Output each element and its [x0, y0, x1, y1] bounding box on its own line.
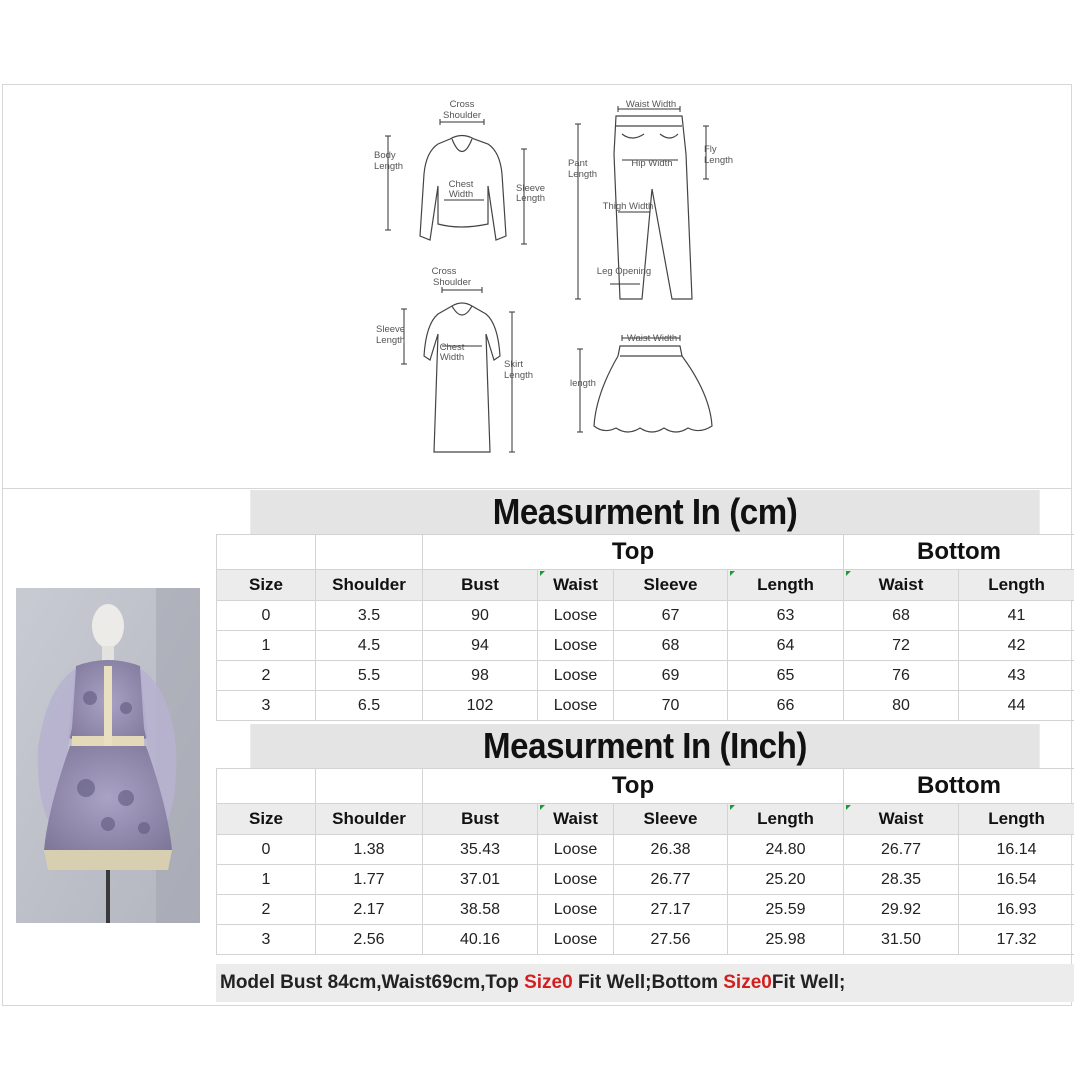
cell: 29.92 [844, 895, 959, 925]
cell: 70 [614, 691, 728, 721]
table-row [217, 925, 1074, 955]
cell: 25.98 [728, 925, 844, 955]
cell: 1.77 [316, 865, 423, 895]
table-row [217, 691, 1074, 721]
skirt-outline [594, 346, 712, 432]
pant-thigh-width-label: Thigh Width [602, 201, 654, 212]
cell: 1 [217, 631, 316, 661]
cell: 17.32 [959, 925, 1074, 955]
cell: 27.56 [614, 925, 728, 955]
fit-note-size-bottom: Size0 [723, 972, 772, 993]
top-chest-width-label-1: Chest [448, 179, 474, 190]
cm-size-table [216, 534, 1074, 721]
cell: 26.38 [614, 835, 728, 865]
cell: 2 [217, 661, 316, 691]
header-length-label: Length [757, 575, 814, 594]
header-bust: Bust [423, 804, 538, 835]
section-divider [2, 488, 1072, 489]
header-shoulder: Shoulder [316, 570, 423, 601]
inch-group-bottom: Bottom [844, 769, 1074, 804]
garment-diagram-svg [360, 94, 740, 464]
cell: 72 [844, 631, 959, 661]
table-row [217, 601, 1074, 631]
cell: 64 [728, 631, 844, 661]
header-shoulder: Shoulder [316, 804, 423, 835]
cell: Loose [538, 691, 614, 721]
pant-fly-length-label-1: Fly [704, 144, 717, 155]
cell: 41 [959, 601, 1074, 631]
model-fit-note [216, 964, 1074, 1002]
top-sleeve-length-label-2: Length [516, 193, 546, 204]
inch-table-title: Measurment In (Inch) [250, 724, 1039, 768]
cm-group-top: Top [423, 535, 844, 570]
cell: 35.43 [423, 835, 538, 865]
pant-length-label-2: Length [568, 169, 598, 180]
pant-waist-width-label: Waist Width [625, 99, 677, 110]
header-bottom-waist-label: Waist [878, 809, 924, 828]
cell: Loose [538, 661, 614, 691]
inch-group-top: Top [423, 769, 844, 804]
empty-cell [316, 535, 423, 570]
top-body-length-label-2: Length [374, 161, 404, 172]
header-bottom-length: Length [959, 804, 1074, 835]
cell: 1 [217, 865, 316, 895]
cell: 26.77 [614, 865, 728, 895]
header-sleeve: Sleeve [614, 570, 728, 601]
dress-sleeve-length-label-2: Length [376, 335, 406, 346]
header-waist-label: Waist [553, 575, 598, 594]
cell: 25.59 [728, 895, 844, 925]
cell: 43 [959, 661, 1074, 691]
inch-table-section [216, 724, 1074, 955]
comment-marker [540, 571, 545, 576]
top-cross-shoulder-label-2: Shoulder [442, 110, 482, 121]
cell: 3.5 [316, 601, 423, 631]
comment-marker [846, 571, 851, 576]
empty-cell [217, 769, 316, 804]
dress-chest-width-label-1: Chest [439, 342, 465, 353]
pant-length-label-1: Pant [568, 158, 588, 169]
cell: 24.80 [728, 835, 844, 865]
cell: 31.50 [844, 925, 959, 955]
dress-cross-shoulder-label-2: Shoulder [432, 277, 472, 288]
header-size: Size [217, 570, 316, 601]
cell: 37.01 [423, 865, 538, 895]
dress-chest-width-label-2: Width [439, 352, 465, 363]
cell: 94 [423, 631, 538, 661]
pant-leg-opening-label: Leg Opening [596, 266, 652, 277]
cell: 0 [217, 835, 316, 865]
header-sleeve: Sleeve [614, 804, 728, 835]
dress-skirt-length-label-2: Length [504, 370, 534, 381]
cell: 3 [217, 925, 316, 955]
cell: 1.38 [316, 835, 423, 865]
cell: 68 [844, 601, 959, 631]
cell: 42 [959, 631, 1074, 661]
cm-header-row [217, 570, 1074, 601]
cm-table-section [216, 490, 1074, 721]
cell: 69 [614, 661, 728, 691]
cell: 44 [959, 691, 1074, 721]
header-waist [538, 804, 614, 835]
header-bottom-waist [844, 570, 959, 601]
header-bottom-waist-label: Waist [878, 575, 924, 594]
dress-outline [424, 303, 500, 452]
dress-sleeve-length-label-1: Sleeve [376, 324, 406, 335]
comment-marker [540, 805, 545, 810]
inch-size-table [216, 768, 1074, 955]
top-body-length-label-1: Body [374, 150, 396, 161]
dress-skirt-length-label-1: Skirt [504, 359, 523, 370]
fit-note-part-3: Fit Well; [771, 972, 846, 993]
cell: 5.5 [316, 661, 423, 691]
cell: 16.54 [959, 865, 1074, 895]
cell: 68 [614, 631, 728, 661]
cell: 4.5 [316, 631, 423, 661]
cm-group-bottom: Bottom [844, 535, 1074, 570]
cell: 63 [728, 601, 844, 631]
fit-note-size-top: Size0 [524, 972, 573, 993]
top-sleeve-length-label-1: Sleeve [516, 183, 546, 194]
cell: 98 [423, 661, 538, 691]
comment-marker [846, 805, 851, 810]
inch-group-row [217, 769, 1074, 804]
cell: 66 [728, 691, 844, 721]
product-photo [16, 588, 200, 923]
empty-cell [316, 769, 423, 804]
measurement-diagrams [360, 94, 740, 464]
cell: 16.14 [959, 835, 1074, 865]
header-length-label: Length [757, 809, 814, 828]
skirt-waist-width-label: Waist Width [626, 333, 678, 344]
header-waist-label: Waist [553, 809, 598, 828]
header-length [728, 804, 844, 835]
header-bottom-length: Length [959, 570, 1074, 601]
top-chest-width-label-2: Width [448, 189, 474, 200]
cell: Loose [538, 925, 614, 955]
cell: Loose [538, 835, 614, 865]
empty-cell [217, 535, 316, 570]
top-cross-shoulder-label-1: Cross [449, 99, 475, 110]
cell: 67 [614, 601, 728, 631]
inch-header-row [217, 804, 1074, 835]
header-size: Size [217, 804, 316, 835]
table-row [217, 835, 1074, 865]
cell: 80 [844, 691, 959, 721]
skirt-length-label: length [570, 378, 596, 389]
table-row [217, 631, 1074, 661]
cell: 65 [728, 661, 844, 691]
cell: Loose [538, 601, 614, 631]
comment-marker [730, 805, 735, 810]
cell: 28.35 [844, 865, 959, 895]
header-bust: Bust [423, 570, 538, 601]
table-row [217, 661, 1074, 691]
cell: 38.58 [423, 895, 538, 925]
fit-note-part-2: Fit Well;Bottom [572, 972, 724, 993]
cell: 27.17 [614, 895, 728, 925]
cell: 26.77 [844, 835, 959, 865]
dress-cross-shoulder-label-1: Cross [431, 266, 457, 277]
cell: 16.93 [959, 895, 1074, 925]
header-length [728, 570, 844, 601]
table-row [217, 865, 1074, 895]
pant-fly-length-label-2: Length [704, 155, 734, 166]
cell: 2.56 [316, 925, 423, 955]
cell: 76 [844, 661, 959, 691]
cell: 0 [217, 601, 316, 631]
cell: 2.17 [316, 895, 423, 925]
cm-table-title: Measurment In (cm) [250, 490, 1039, 534]
header-bottom-waist [844, 804, 959, 835]
cell: 25.20 [728, 865, 844, 895]
cell: 102 [423, 691, 538, 721]
cm-group-row [217, 535, 1074, 570]
cell: 90 [423, 601, 538, 631]
cell: 40.16 [423, 925, 538, 955]
cell: 2 [217, 895, 316, 925]
header-waist [538, 570, 614, 601]
cell: Loose [538, 865, 614, 895]
cell: Loose [538, 631, 614, 661]
cell: 3 [217, 691, 316, 721]
comment-marker [730, 571, 735, 576]
table-row [217, 895, 1074, 925]
cell: Loose [538, 895, 614, 925]
pant-hip-width-label: Hip Width [631, 158, 673, 169]
fit-note-part-1: Model Bust 84cm,Waist69cm,Top [220, 972, 525, 993]
cell: 6.5 [316, 691, 423, 721]
